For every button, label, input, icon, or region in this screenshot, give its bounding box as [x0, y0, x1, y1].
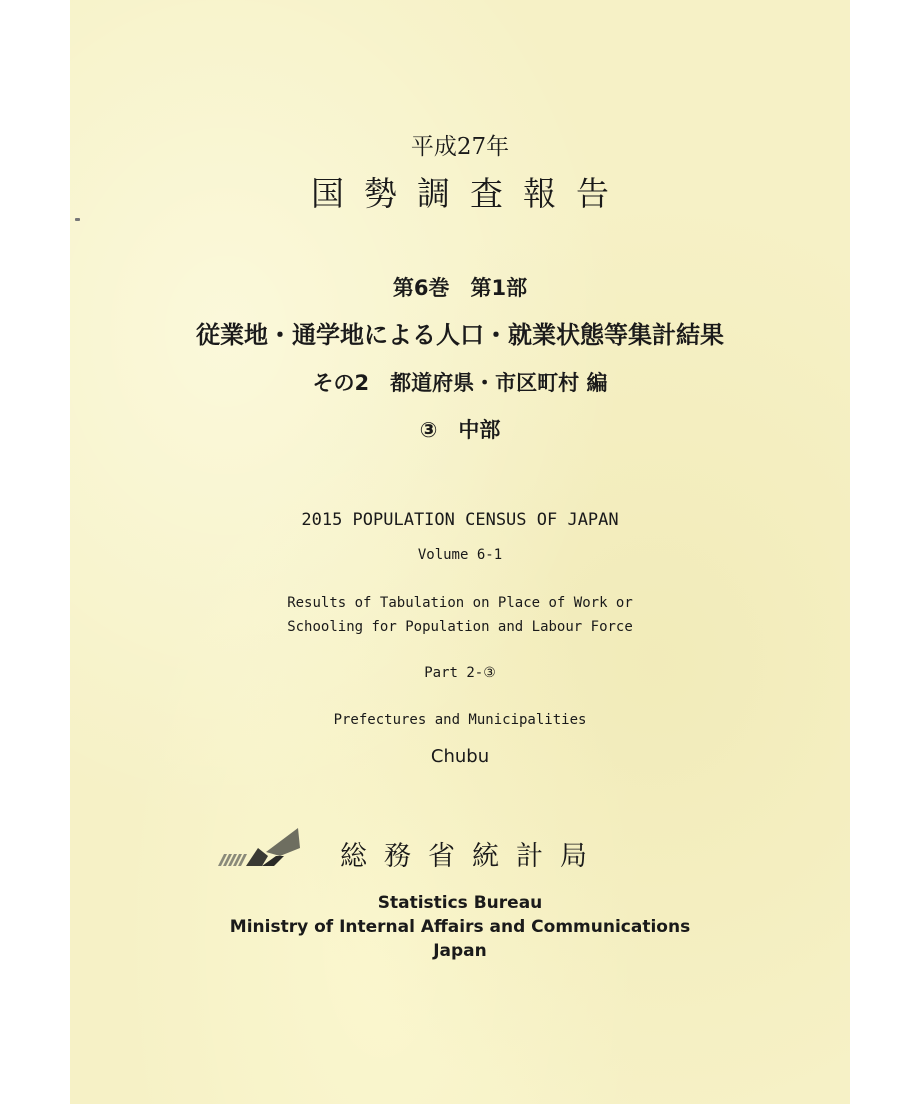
volume-label-jp: 第6巻 第1部	[392, 276, 528, 300]
region-label-en: Chubu	[430, 746, 490, 767]
publisher-country-en: Japan	[433, 941, 487, 961]
prefectures-label-en: Prefectures and Municipalities	[333, 712, 587, 728]
logo-mid-shape	[246, 848, 268, 866]
results-title-line2-en: Schooling for Population and Labour Force	[287, 619, 633, 635]
subject-title-jp: 従業地・通学地による人口・就業状態等集計結果	[196, 321, 724, 349]
scan-speck	[75, 218, 80, 221]
part-label-jp: その2 都道府県・市区町村 編	[312, 371, 608, 395]
region-label-jp: ③ 中部	[419, 418, 501, 442]
part-label-en: Part 2-③	[424, 665, 496, 681]
publisher-bureau-en: Statistics Bureau	[377, 893, 543, 913]
logo-stripes	[218, 854, 247, 866]
volume-label-en: Volume 6-1	[417, 547, 503, 563]
logo-peak-shape	[266, 828, 300, 856]
statistics-bureau-logo	[218, 826, 302, 870]
publisher-name-jp: 総務省統計局	[340, 841, 604, 872]
results-title-line1-en: Results of Tabulation on Place of Work or	[287, 595, 633, 611]
survey-year-jp: 平成27年	[410, 134, 510, 160]
report-title-jp: 国勢調査報告	[311, 174, 629, 213]
publisher-ministry-en: Ministry of Internal Affairs and Communications	[229, 917, 691, 937]
census-title-en: 2015 POPULATION CENSUS OF JAPAN	[301, 510, 619, 530]
